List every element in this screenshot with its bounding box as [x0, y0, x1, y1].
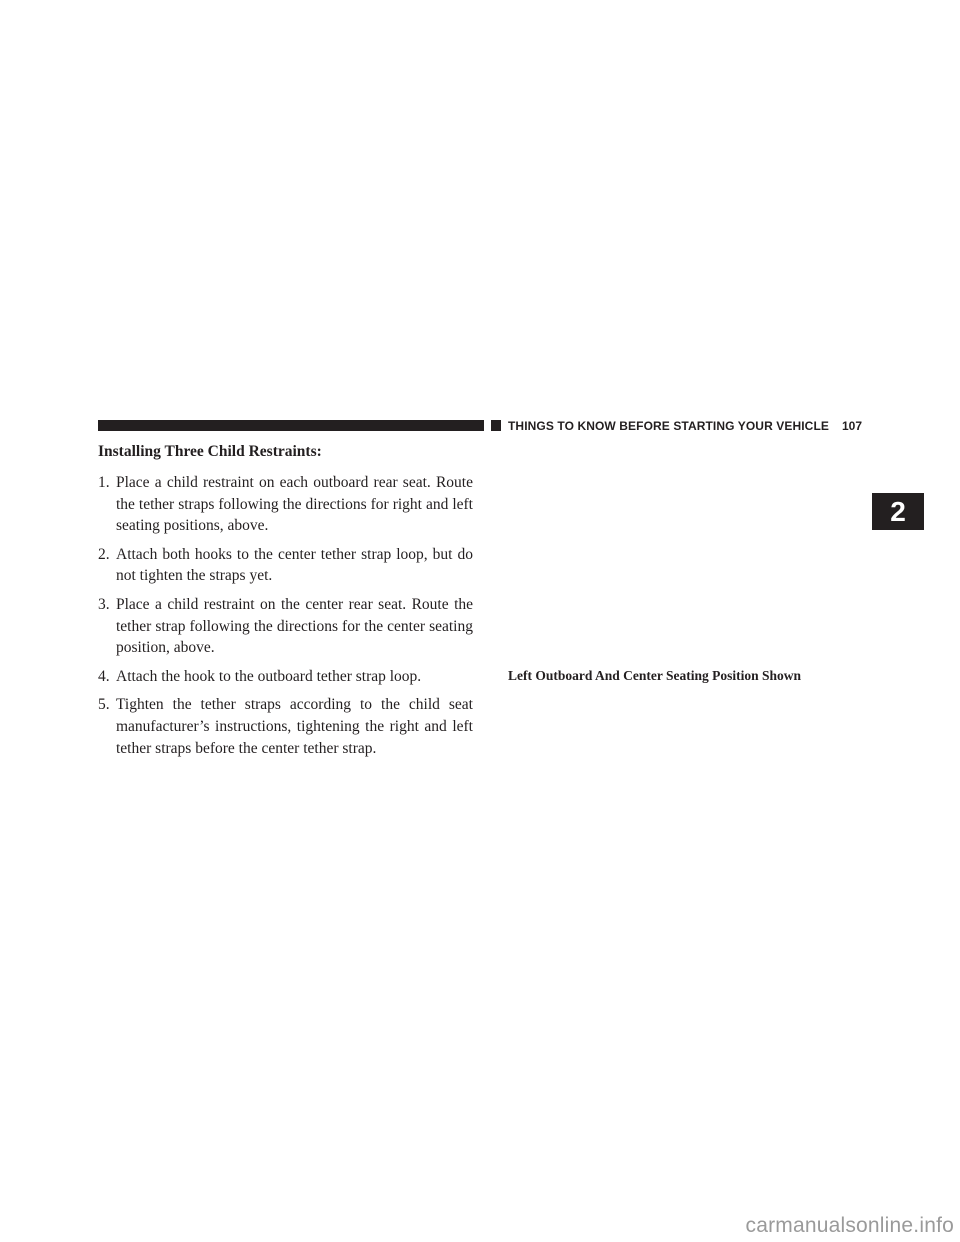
section-heading: Installing Three Child Restraints: [98, 443, 322, 460]
step-number: 1. [98, 474, 110, 491]
instruction-steps [98, 472, 473, 766]
step-text: Place a child restraint on the center rear seat. Route the tether strap following the directions for the center seating position, above. [116, 595, 473, 657]
running-header-title: THINGS TO KNOW BEFORE STARTING YOUR VEHICLE [508, 419, 829, 433]
step-text: Tighten the tether straps according to the child seat manufacturer’s instructions, tightening the right and left tether straps before the center tether strap. [116, 696, 473, 757]
step-number: 5. [98, 696, 110, 714]
step-text: Place a child restraint on each outboard rear seat. Route the tether straps following the directions for right and left seating positions, above. [116, 474, 473, 535]
step-number: 4. [98, 667, 110, 685]
step-item [98, 666, 473, 688]
page-number: 107 [842, 419, 863, 433]
figure-caption: Left Outboard And Center Seating Position Shown [508, 668, 802, 683]
chapter-tab: 2 [872, 493, 924, 530]
step-text: Attach the hook to the outboard tether strap loop. [116, 667, 422, 685]
step-number: 3. [98, 595, 110, 613]
seating-position-figure [498, 470, 860, 656]
step-item [98, 472, 473, 537]
step-item [98, 694, 473, 759]
header-rule-left [98, 420, 484, 431]
step-item [98, 544, 473, 587]
header-rule-right [491, 420, 501, 431]
step-text: Attach both hooks to the center tether strap loop, but do not tighten the straps yet. [116, 545, 473, 585]
watermark: carmanualsonline.info [745, 1214, 954, 1237]
step-number: 2. [98, 545, 110, 563]
step-item [98, 594, 473, 659]
